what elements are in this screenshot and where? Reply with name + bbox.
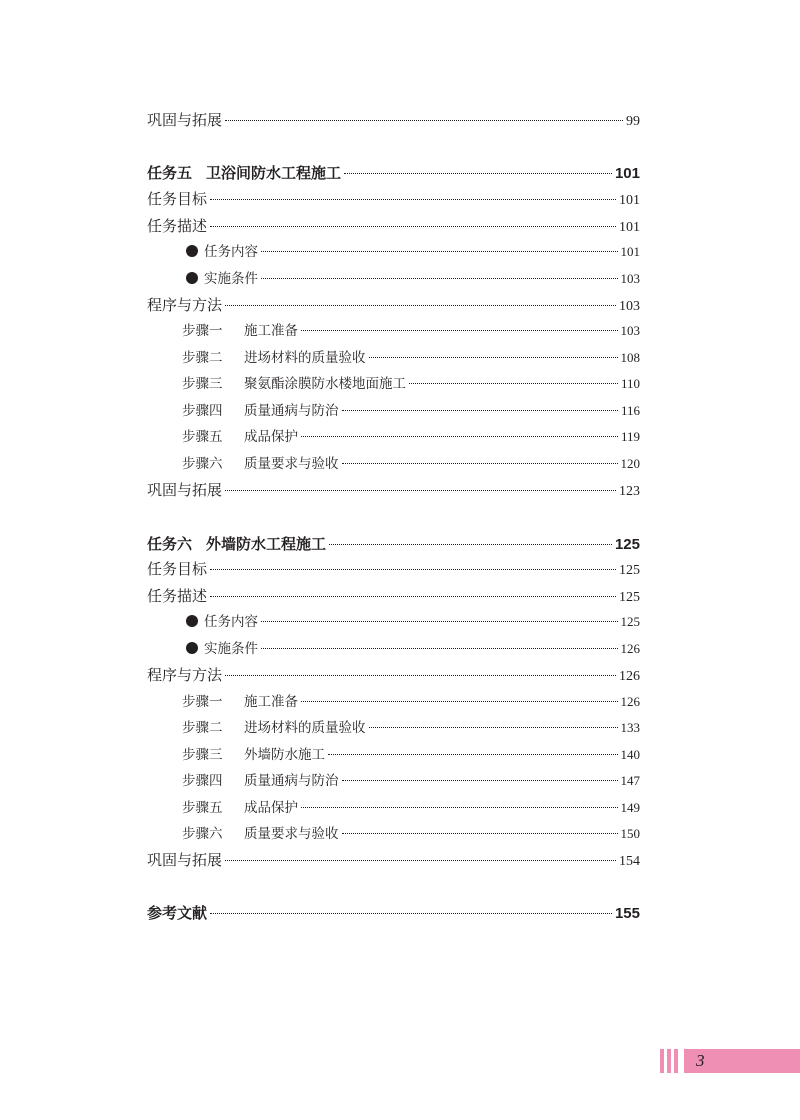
dot-leader bbox=[342, 410, 618, 411]
toc-step-entry[interactable] bbox=[182, 821, 640, 847]
dot-leader bbox=[261, 251, 618, 252]
dot-leader bbox=[210, 569, 616, 570]
dot-leader bbox=[210, 226, 616, 227]
step-number: 步骤一 bbox=[182, 694, 223, 710]
dot-leader bbox=[301, 807, 618, 808]
dot-leader bbox=[369, 357, 618, 358]
dot-leader bbox=[261, 621, 618, 622]
dot-leader bbox=[328, 754, 618, 755]
toc-step-entry[interactable] bbox=[182, 715, 640, 741]
dot-leader bbox=[342, 780, 618, 781]
tab-stripe bbox=[660, 1049, 664, 1073]
step-number: 步骤四 bbox=[182, 403, 223, 419]
entry-page: 123 bbox=[619, 484, 640, 499]
dot-leader bbox=[225, 120, 623, 121]
entry-label: 质量通病与防治 bbox=[244, 773, 339, 789]
dot-leader bbox=[225, 490, 616, 491]
step-number: 步骤二 bbox=[182, 720, 223, 736]
entry-page: 110 bbox=[620, 376, 640, 391]
toc-step-entry[interactable] bbox=[182, 424, 640, 450]
dot-leader bbox=[344, 173, 612, 174]
entry-label: 外墙防水施工 bbox=[244, 747, 325, 763]
entry-label: 程序与方法 bbox=[147, 666, 223, 684]
entry-page: 120 bbox=[620, 456, 640, 471]
toc-step-entry[interactable] bbox=[182, 742, 640, 768]
toc-entry[interactable] bbox=[147, 847, 640, 873]
task-title: 卫浴间防水工程施工 bbox=[206, 164, 342, 182]
entry-label: 质量要求与验收 bbox=[244, 456, 339, 472]
entry-label: 成品保护 bbox=[244, 429, 298, 445]
toc-entry[interactable] bbox=[147, 477, 640, 503]
entry-label: 聚氨酯涂膜防水楼地面施工 bbox=[244, 376, 406, 392]
step-number: 步骤六 bbox=[182, 826, 223, 842]
task-label bbox=[147, 531, 326, 557]
bullet-icon bbox=[186, 245, 198, 257]
entry-page: 125 bbox=[619, 590, 640, 605]
references-heading[interactable] bbox=[147, 900, 640, 926]
bullet-icon bbox=[186, 642, 198, 654]
toc-entry[interactable] bbox=[147, 583, 640, 609]
page-number-tab bbox=[660, 1049, 800, 1073]
dot-leader bbox=[261, 648, 618, 649]
dot-leader bbox=[329, 544, 612, 545]
entry-page: 147 bbox=[620, 773, 640, 788]
entry-label: 任务目标 bbox=[147, 560, 208, 578]
entry-label: 任务内容 bbox=[204, 614, 258, 630]
dot-leader bbox=[225, 860, 616, 861]
task-heading[interactable] bbox=[147, 160, 640, 186]
tab-stripe bbox=[667, 1049, 671, 1073]
task-title: 参考文献 bbox=[147, 904, 208, 922]
toc-entry[interactable] bbox=[186, 636, 640, 662]
entry-page: 108 bbox=[620, 350, 640, 365]
toc-entry[interactable] bbox=[147, 107, 640, 133]
entry-page: 149 bbox=[620, 800, 640, 815]
dot-leader bbox=[225, 675, 616, 676]
toc-step-entry[interactable] bbox=[182, 451, 640, 477]
entry-page: 125 bbox=[620, 614, 640, 629]
entry-label: 质量通病与防治 bbox=[244, 403, 339, 419]
entry-label: 施工准备 bbox=[244, 323, 298, 339]
toc-entry[interactable] bbox=[147, 213, 640, 239]
entry-page: 119 bbox=[620, 429, 640, 444]
step-number: 步骤四 bbox=[182, 773, 223, 789]
toc-step-entry[interactable] bbox=[182, 768, 640, 794]
entry-page: 116 bbox=[620, 403, 640, 418]
step-number: 步骤三 bbox=[182, 376, 223, 392]
entry-page: 103 bbox=[620, 323, 640, 338]
entry-label: 施工准备 bbox=[244, 694, 298, 710]
toc-step-entry[interactable] bbox=[182, 795, 640, 821]
dot-leader bbox=[301, 701, 618, 702]
entry-label: 巩固与拓展 bbox=[147, 111, 223, 129]
dot-leader bbox=[210, 596, 616, 597]
entry-page: 103 bbox=[619, 299, 640, 314]
entry-page: 133 bbox=[620, 720, 640, 735]
task-page: 125 bbox=[614, 536, 640, 553]
entry-label: 任务内容 bbox=[204, 244, 258, 260]
entry-page: 126 bbox=[620, 641, 640, 656]
bullet-icon bbox=[186, 272, 198, 284]
dot-leader bbox=[342, 463, 618, 464]
toc-entry[interactable] bbox=[147, 556, 640, 582]
toc-step-entry[interactable] bbox=[182, 398, 640, 424]
entry-page: 101 bbox=[619, 193, 640, 208]
tab-stripe bbox=[674, 1049, 678, 1073]
step-number: 步骤一 bbox=[182, 323, 223, 339]
dot-leader bbox=[225, 305, 616, 306]
entry-label: 程序与方法 bbox=[147, 296, 223, 314]
toc-step-entry[interactable] bbox=[182, 689, 640, 715]
task-label bbox=[147, 160, 341, 186]
dot-leader bbox=[342, 833, 618, 834]
toc-entry[interactable] bbox=[147, 186, 640, 212]
entry-page: 154 bbox=[619, 854, 640, 869]
task-number: 任务五 bbox=[147, 164, 193, 182]
dot-leader bbox=[210, 199, 616, 200]
toc-entry[interactable] bbox=[186, 239, 640, 265]
page-number: 3 bbox=[696, 1051, 705, 1070]
toc-entry[interactable] bbox=[147, 292, 640, 318]
dot-leader bbox=[301, 436, 618, 437]
task-title: 外墙防水工程施工 bbox=[206, 535, 327, 553]
entry-page: 126 bbox=[620, 694, 640, 709]
dot-leader bbox=[369, 727, 618, 728]
bullet-icon bbox=[186, 615, 198, 627]
entry-page: 99 bbox=[626, 114, 640, 129]
entry-label: 实施条件 bbox=[204, 641, 258, 657]
entry-label: 成品保护 bbox=[244, 800, 298, 816]
entry-page: 101 bbox=[619, 220, 640, 235]
task-heading[interactable] bbox=[147, 531, 640, 557]
entry-label: 巩固与拓展 bbox=[147, 851, 223, 869]
toc-entry[interactable] bbox=[147, 662, 640, 688]
step-number: 步骤三 bbox=[182, 747, 223, 763]
dot-leader bbox=[409, 383, 618, 384]
entry-label: 巩固与拓展 bbox=[147, 481, 223, 499]
entry-label: 进场材料的质量验收 bbox=[244, 350, 366, 366]
entry-page: 126 bbox=[619, 669, 640, 684]
entry-page: 103 bbox=[620, 271, 640, 286]
task-page: 101 bbox=[614, 165, 640, 182]
toc-step-entry[interactable] bbox=[182, 345, 640, 371]
task-number: 任务六 bbox=[147, 535, 193, 553]
entry-label: 质量要求与验收 bbox=[244, 826, 339, 842]
toc-entry[interactable] bbox=[186, 266, 640, 292]
toc-step-entry[interactable] bbox=[182, 318, 640, 344]
entry-page: 140 bbox=[620, 747, 640, 762]
entry-label: 实施条件 bbox=[204, 271, 258, 287]
entry-page: 125 bbox=[619, 563, 640, 578]
entry-label: 任务描述 bbox=[147, 217, 208, 235]
entry-label: 任务描述 bbox=[147, 587, 208, 605]
dot-leader bbox=[301, 330, 618, 331]
entry-page: 150 bbox=[620, 826, 640, 841]
toc-step-entry[interactable] bbox=[182, 371, 640, 397]
task-page: 155 bbox=[614, 905, 640, 922]
step-number: 步骤五 bbox=[182, 429, 223, 445]
dot-leader bbox=[210, 913, 612, 914]
step-number: 步骤二 bbox=[182, 350, 223, 366]
entry-page: 101 bbox=[620, 244, 640, 259]
entry-label: 进场材料的质量验收 bbox=[244, 720, 366, 736]
dot-leader bbox=[261, 278, 618, 279]
step-number: 步骤六 bbox=[182, 456, 223, 472]
toc-entry[interactable] bbox=[186, 609, 640, 635]
step-number: 步骤五 bbox=[182, 800, 223, 816]
entry-label: 任务目标 bbox=[147, 190, 208, 208]
